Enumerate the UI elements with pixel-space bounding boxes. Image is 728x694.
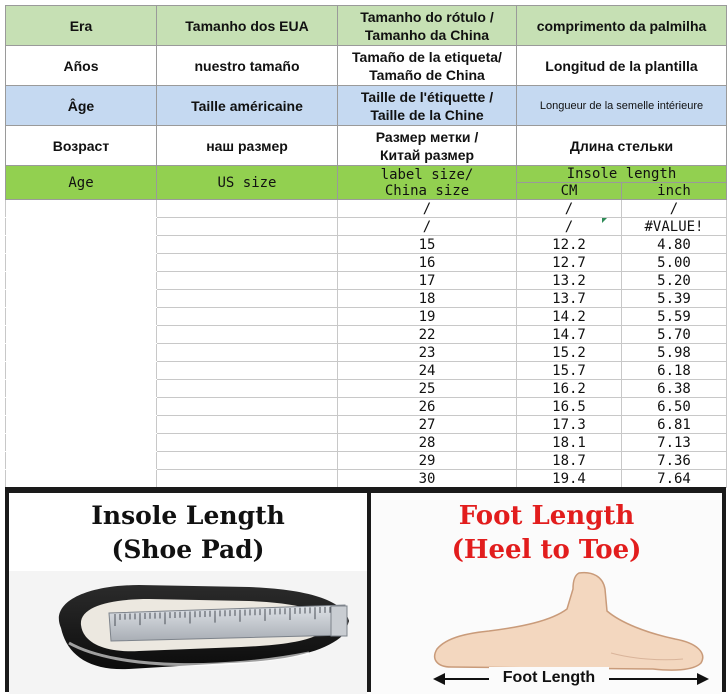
age-cell <box>6 452 157 470</box>
table-row <box>6 452 727 470</box>
table-row <box>6 416 727 434</box>
inch-col-header: inch <box>622 183 727 200</box>
foot-length-caption: Foot Length <box>502 669 596 686</box>
table-row <box>6 254 727 272</box>
table-row <box>6 380 727 398</box>
us-size-header: nuestro tamaño <box>157 46 338 86</box>
label-size-header: Tamaño de la etiqueta/ Tamaño de China <box>338 46 517 86</box>
insole-length-header: Longitud de la plantilla <box>517 46 727 86</box>
cm-cell: 17.3 <box>517 416 622 434</box>
table-row <box>6 272 727 290</box>
age-cell <box>6 416 157 434</box>
insole-length-header: comprimento da palmilha <box>517 6 727 46</box>
label-size-cell: 15 <box>338 236 517 254</box>
inch-cell: / <box>622 200 727 218</box>
label-size-cell: 22 <box>338 326 517 344</box>
inch-cell: 5.00 <box>622 254 727 272</box>
measurement-illustration <box>5 487 726 692</box>
cm-cell: 15.2 <box>517 344 622 362</box>
cm-cell: 12.2 <box>517 236 622 254</box>
inch-cell: 7.36 <box>622 452 727 470</box>
us-size-cell <box>157 326 338 344</box>
us-size-cell <box>157 254 338 272</box>
header-row-3 <box>6 86 727 126</box>
insole-length-col-header: Insole length <box>517 166 727 183</box>
shoe-ruler-photo <box>9 493 367 694</box>
inch-cell: 4.80 <box>622 236 727 254</box>
label-size-cell: 23 <box>338 344 517 362</box>
inch-cell: 5.70 <box>622 326 727 344</box>
insole-length-header: Longueur de la semelle intérieure <box>517 86 727 126</box>
cm-cell: 14.7 <box>517 326 622 344</box>
inch-cell: 6.38 <box>622 380 727 398</box>
us-size-cell <box>157 344 338 362</box>
us-size-cell <box>157 272 338 290</box>
us-size-cell <box>157 308 338 326</box>
label-size-cell: 26 <box>338 398 517 416</box>
cm-cell: 19.4 <box>517 470 622 488</box>
label-size-cell: 28 <box>338 434 517 452</box>
table-row <box>6 398 727 416</box>
inch-cell: 5.98 <box>622 344 727 362</box>
cm-cell: 16.5 <box>517 398 622 416</box>
us-size-col-header: US size <box>157 166 338 200</box>
table-row <box>6 362 727 380</box>
label-size-cell: / <box>338 218 517 236</box>
label-size-cell: 30 <box>338 470 517 488</box>
table-row <box>6 326 727 344</box>
us-size-header: Tamanho dos EUA <box>157 6 338 46</box>
label-size-header: Taille de l'étiquette / Taille de la Chine <box>338 86 517 126</box>
inch-cell: 6.18 <box>622 362 727 380</box>
inch-cell: 5.39 <box>622 290 727 308</box>
label-size-cell: 27 <box>338 416 517 434</box>
table-row <box>6 308 727 326</box>
us-size-cell <box>157 470 338 488</box>
age-cell <box>6 254 157 272</box>
cm-cell: 13.2 <box>517 272 622 290</box>
inch-cell: 7.13 <box>622 434 727 452</box>
age-cell <box>6 200 157 218</box>
age-cell <box>6 272 157 290</box>
age-header: Âge <box>6 86 157 126</box>
cm-cell: 16.2 <box>517 380 622 398</box>
age-cell <box>6 290 157 308</box>
us-size-cell <box>157 290 338 308</box>
label-size-cell: 18 <box>338 290 517 308</box>
heel-to-toe-subtitle: (Heel to Toe) <box>451 535 642 565</box>
header-row-2 <box>6 46 727 86</box>
insole-length-panel <box>9 493 367 694</box>
inch-cell: 5.20 <box>622 272 727 290</box>
cm-cell: / <box>517 200 622 218</box>
table-row <box>6 236 727 254</box>
age-cell <box>6 434 157 452</box>
inch-cell: 5.59 <box>622 308 727 326</box>
label-size-cell: 19 <box>338 308 517 326</box>
insole-length-header: Длина стельки <box>517 126 727 166</box>
cm-cell: 18.1 <box>517 434 622 452</box>
foot-length-title: Foot Length <box>458 501 635 531</box>
us-size-cell <box>157 218 338 236</box>
us-size-cell <box>157 200 338 218</box>
foot-diagram <box>371 493 722 694</box>
table-row <box>6 200 727 218</box>
label-size-cell: / <box>338 200 517 218</box>
inch-cell: 7.64 <box>622 470 727 488</box>
label-size-cell: 24 <box>338 362 517 380</box>
table-row <box>6 434 727 452</box>
us-size-cell <box>157 452 338 470</box>
us-size-cell <box>157 362 338 380</box>
age-cell <box>6 308 157 326</box>
label-size-col-header: label size/ China size <box>338 166 517 200</box>
age-cell <box>6 236 157 254</box>
table-row <box>6 218 727 236</box>
label-size-header: Размер метки / Китай размер <box>338 126 517 166</box>
age-header: Era <box>6 6 157 46</box>
cm-cell: 14.2 <box>517 308 622 326</box>
age-cell <box>6 344 157 362</box>
age-cell <box>6 380 157 398</box>
us-size-cell <box>157 434 338 452</box>
age-col-header: Age <box>6 166 157 200</box>
us-size-cell <box>157 380 338 398</box>
us-size-header: Taille américaine <box>157 86 338 126</box>
header-row-1 <box>6 6 727 46</box>
us-size-header: наш размер <box>157 126 338 166</box>
age-cell <box>6 326 157 344</box>
age-cell <box>6 218 157 236</box>
header-row-4 <box>6 126 727 166</box>
cm-cell: 18.7 <box>517 452 622 470</box>
green-header-row <box>6 166 727 183</box>
age-cell <box>6 362 157 380</box>
table-row <box>6 470 727 488</box>
label-size-cell: 29 <box>338 452 517 470</box>
foot-length-panel <box>371 493 722 694</box>
cm-cell: / <box>517 218 622 236</box>
inch-cell: #VALUE! <box>622 218 727 236</box>
size-chart-table <box>5 5 727 488</box>
age-header: Возраст <box>6 126 157 166</box>
inch-cell: 6.50 <box>622 398 727 416</box>
cm-cell: 15.7 <box>517 362 622 380</box>
us-size-cell <box>157 416 338 434</box>
us-size-cell <box>157 236 338 254</box>
cm-col-header: CM <box>517 183 622 200</box>
shoe-pad-subtitle: (Shoe Pad) <box>111 535 265 564</box>
us-size-cell <box>157 398 338 416</box>
inch-cell: 6.81 <box>622 416 727 434</box>
label-size-cell: 17 <box>338 272 517 290</box>
cm-cell: 13.7 <box>517 290 622 308</box>
error-indicator-icon <box>602 218 607 223</box>
age-cell <box>6 470 157 488</box>
age-cell <box>6 398 157 416</box>
table-row <box>6 344 727 362</box>
table-row <box>6 290 727 308</box>
label-size-cell: 16 <box>338 254 517 272</box>
label-size-header: Tamanho do rótulo / Tamanho da China <box>338 6 517 46</box>
label-size-cell: 25 <box>338 380 517 398</box>
age-header: Años <box>6 46 157 86</box>
cm-cell: 12.7 <box>517 254 622 272</box>
insole-length-title: Insole Length <box>91 501 285 530</box>
